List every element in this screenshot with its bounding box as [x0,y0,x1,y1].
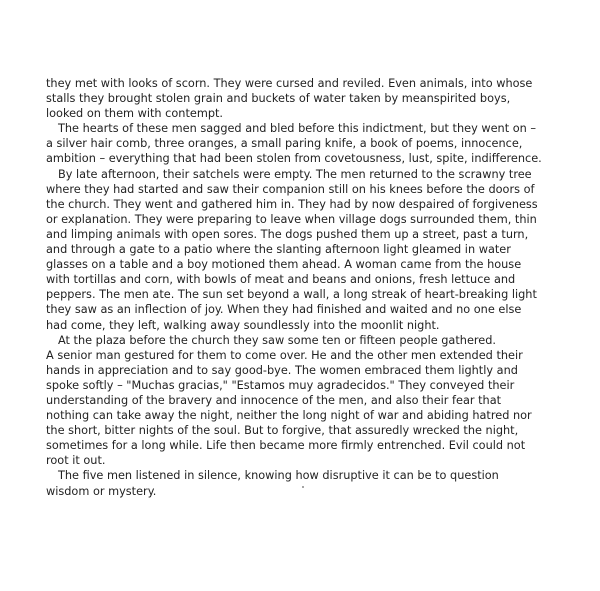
text-line: peppers. The men ate. The sun set beyond a wall, a long streak of heart-breaking light [46,288,537,302]
text-line: nothing can take away the night, neither the long night of war and abiding hatred nor [46,409,532,423]
text-line: or explanation. They were preparing to leave when village dogs surrounded them, thin [46,212,537,226]
text-line: The hearts of these men sagged and bled before this indictment, but they went on – [58,122,537,136]
text-line: The five men listened in silence, knowing how disruptive it can be to question [58,469,499,483]
text-line: and limping animals with open sores. The dogs pushed them up a street, past a turn, [46,227,529,241]
text-line: the short, bitter nights of the soul. But to forgive, that assuredly wrecked the night, [46,424,519,438]
text-line: they saw as an inflection of joy. When they had finished and waited and no one else [46,303,522,317]
text-line: ambition – everything that had been stolen from covetousness, lust, spite, indifference. [46,152,542,166]
text-line: the church. They went and gathered him in. They had by now despaired of forgiveness [46,197,538,211]
text-line: with tortillas and corn, with bowls of meat and beans and onions, fresh lettuce and [46,273,516,287]
text-line: they met with looks of scorn. They were cursed and reviled. Even animals, into whose [46,77,533,90]
text-line: By late afternoon, their satchels were empty. The men returned to the scrawny tree [58,167,532,181]
text-line: understanding of the bravery and innocence of the men, and also their fear that [46,393,502,407]
body-text [46,76,566,499]
text-line: and through a gate to a patio where the slanting afternoon light gleamed in water [46,243,511,257]
text-line: looked on them with contempt. [46,107,224,121]
text-line: wisdom or mystery. [46,484,157,498]
text-line: hands in appreciation and to say good-bye. The women embraced them lightly and [46,363,518,377]
text-line: sometimes for a long while. Life then became more firmly entrenched. Evil could not [46,439,526,453]
text-line: A senior man gestured for them to come over. He and the other men extended their [46,348,523,362]
text-line: root it out. [46,454,106,468]
text-line: At the plaza before the church they saw some ten or fifteen people gathered. [58,333,496,347]
text-line: had come, they left, walking away soundlessly into the moonlit night. [46,318,440,332]
text-line: spoke softly – "Muchas gracias," "Estamos muy agradecidos." They conveyed their [46,378,515,392]
print-speck [302,486,304,488]
text-line: a silver hair comb, three oranges, a small paring knife, a book of poems, innocence, [46,137,523,151]
text-line: glasses on a table and a boy motioned them ahead. A woman came from the house [46,258,522,272]
text-line: where they had started and saw their companion still on his knees before the doors of [46,182,535,196]
text-line: stalls they brought stolen grain and buckets of water taken by meanspirited boys, [46,92,511,106]
